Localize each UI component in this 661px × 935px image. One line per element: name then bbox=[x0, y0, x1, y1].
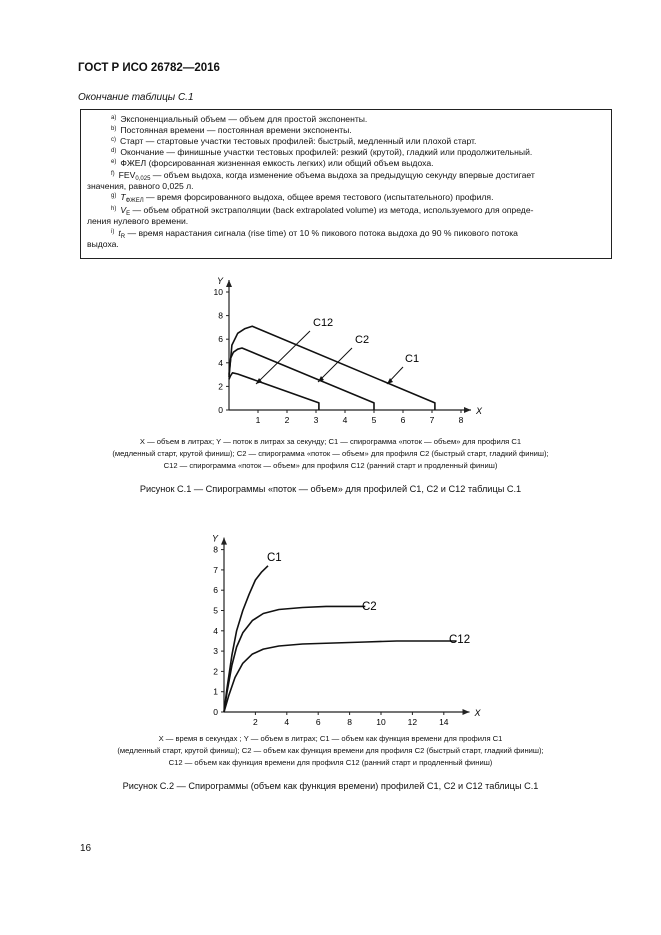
footnote-text: V bbox=[120, 205, 127, 215]
table-caption: Окончание таблицы С.1 bbox=[78, 92, 194, 103]
page-number: 16 bbox=[80, 843, 92, 854]
series-label: С12 bbox=[313, 317, 334, 329]
footnote-subscript: R bbox=[120, 234, 126, 240]
footnote-mark: i) bbox=[111, 229, 115, 235]
figure2-legend-line: X — время в секундах ; Y — объем в литрах; С1 — объем как функция времени для профиля С1 bbox=[158, 734, 503, 743]
footnote-mark: b) bbox=[111, 126, 117, 132]
x-tick-label: 5 bbox=[371, 415, 377, 425]
series-label: С2 bbox=[355, 334, 370, 346]
footnote-text: ФЖЕЛ (форсированная жизненная емкость легких) или общий объем выдоха. bbox=[120, 158, 434, 168]
y-tick-label: 2 bbox=[218, 381, 223, 392]
footnote-continuation: ления нулевого времени. bbox=[87, 216, 189, 226]
figure2-legend-line: (медленный старт, крутой финиш); С2 — объем как функция времени для профиля С2 (быстрый старт, гладкий финиш); bbox=[117, 746, 544, 755]
y-axis-label: Y bbox=[211, 533, 219, 544]
x-axis-label: X bbox=[474, 708, 481, 718]
footnote-text: t bbox=[118, 228, 121, 238]
figure2-legend bbox=[60, 733, 601, 769]
footnote-continuation: значения, равного 0,025 л. bbox=[87, 181, 194, 191]
y-tick-label: 4 bbox=[213, 625, 218, 636]
x-tick-label: 1 bbox=[255, 415, 261, 425]
footnote-text: — объем выдоха, когда изменение объема выдоха за предыдущую секунду впервые достигает bbox=[150, 170, 535, 180]
figure2-legend-line: С12 — объем как функция времени для профиля С12 (ранний старт и продленный финиш) bbox=[168, 758, 493, 767]
footnote-text: T bbox=[120, 192, 126, 202]
x-axis-label: X bbox=[475, 406, 483, 416]
x-axis-arrow bbox=[464, 407, 471, 413]
x-tick-label: 6 bbox=[400, 415, 406, 425]
footnote-mark: c) bbox=[111, 137, 116, 143]
footnote-text: — время форсированного выдоха, общее время тестового (испытательного) профиля. bbox=[143, 192, 494, 202]
x-tick-label: 4 bbox=[284, 717, 290, 727]
series-leader-line bbox=[318, 348, 352, 382]
y-tick-label: 0 bbox=[218, 405, 223, 415]
x-tick-label: 6 bbox=[315, 717, 321, 727]
series-label: С1 bbox=[405, 353, 420, 365]
x-axis-arrow bbox=[463, 709, 470, 715]
series-line-с2 bbox=[224, 606, 365, 712]
document-header: ГОСТ Р ИСО 26782—2016 bbox=[78, 62, 220, 74]
y-axis-label: Y bbox=[216, 276, 224, 286]
x-tick-label: 4 bbox=[342, 415, 348, 425]
footnote-subscript: ФЖЕЛ bbox=[125, 198, 144, 204]
footnote-subscript: E bbox=[126, 211, 131, 217]
x-tick-label: 7 bbox=[429, 415, 435, 425]
footnote-text: Экспоненциальный объем — объем для простой экспоненты. bbox=[120, 114, 368, 124]
y-tick-label: 8 bbox=[218, 310, 223, 321]
y-tick-label: 1 bbox=[213, 686, 218, 697]
footnote-mark: f) bbox=[111, 171, 115, 177]
x-tick-label: 14 bbox=[439, 717, 449, 727]
footnote-mark: g) bbox=[111, 193, 117, 199]
series-line-с12 bbox=[224, 641, 456, 712]
y-axis-arrow bbox=[226, 280, 232, 287]
y-tick-label: 8 bbox=[213, 544, 218, 555]
footnote-text: — время нарастания сигнала (rise time) от 10 % пикового потока выдоха до 90 % пикового потока bbox=[125, 228, 518, 238]
x-tick-label: 3 bbox=[313, 415, 319, 425]
footnote-mark: a) bbox=[111, 115, 117, 121]
y-tick-label: 6 bbox=[218, 334, 223, 345]
x-tick-label: 10 bbox=[376, 717, 386, 727]
footnote-subscript: 0,025 bbox=[135, 176, 151, 182]
y-tick-label: 3 bbox=[213, 646, 218, 657]
x-tick-label: 2 bbox=[253, 717, 258, 727]
x-tick-label: 8 bbox=[458, 415, 464, 425]
chart-flow-volume bbox=[190, 276, 510, 426]
y-tick-label: 6 bbox=[213, 585, 218, 596]
figure1-legend-line: С12 — спирограмма «поток — объем» для профиля С12 (ранний старт и продленный финиш) bbox=[163, 461, 498, 470]
y-tick-label: 2 bbox=[213, 666, 218, 677]
footnote-mark: h) bbox=[111, 206, 117, 212]
footnote-text: Старт — стартовые участки тестовых профилей: быстрый, медленный или плохой старт. bbox=[120, 136, 477, 146]
x-tick-label: 2 bbox=[284, 415, 290, 425]
figure1-legend-line: X — объем в литрах; Y — поток в литрах за секунду; С1 — спирограмма «поток — объем» для профиля С1 bbox=[139, 437, 522, 446]
y-tick-label: 4 bbox=[218, 357, 223, 368]
y-tick-label: 5 bbox=[213, 605, 218, 616]
footnote-continuation: выдоха. bbox=[87, 239, 119, 249]
x-tick-label: 12 bbox=[407, 717, 418, 727]
footnote-text: Постоянная времени — постоянная времени экспоненты. bbox=[120, 125, 352, 135]
figure1-legend-line: (медленный старт, крутой финиш); С2 — спирограмма «поток — объем» для профиля С2 (быстрый старт, гладкий финиш); bbox=[112, 449, 549, 458]
series-label: С2 bbox=[362, 601, 377, 613]
y-tick-label: 0 bbox=[213, 707, 218, 717]
series-line-с12 bbox=[229, 373, 319, 410]
y-axis-arrow bbox=[221, 538, 227, 545]
figure1-legend bbox=[60, 436, 601, 472]
series-label: С1 bbox=[267, 552, 282, 564]
y-tick-label: 7 bbox=[213, 564, 218, 575]
footnote-mark: e) bbox=[111, 159, 117, 165]
footnote-text: FEV bbox=[118, 170, 136, 180]
y-tick-label: 10 bbox=[213, 287, 223, 297]
footnote-mark: d) bbox=[111, 148, 117, 154]
series-label: С12 bbox=[449, 634, 471, 646]
figure2-caption: Рисунок С.2 — Спирограммы (объем как функция времени) профилей С1, С2 и С12 таблицы С.1 bbox=[122, 781, 539, 791]
x-tick-label: 8 bbox=[347, 717, 352, 727]
footnote-text: Окончание — финишные участки тестовых профилей: резкий (крутой), гладкий или продолжительный. bbox=[120, 147, 533, 157]
footnote-text: — объем обратной экстраполяции (back extrapolated volume) из метода, используемого для опреде- bbox=[130, 205, 534, 215]
table-footnotes-box bbox=[80, 109, 612, 259]
figure1-caption: Рисунок С.1 — Спирограммы «поток — объем» для профилей С1, С2 и С12 таблицы С.1 bbox=[139, 484, 522, 494]
chart-volume-time bbox=[190, 524, 510, 729]
